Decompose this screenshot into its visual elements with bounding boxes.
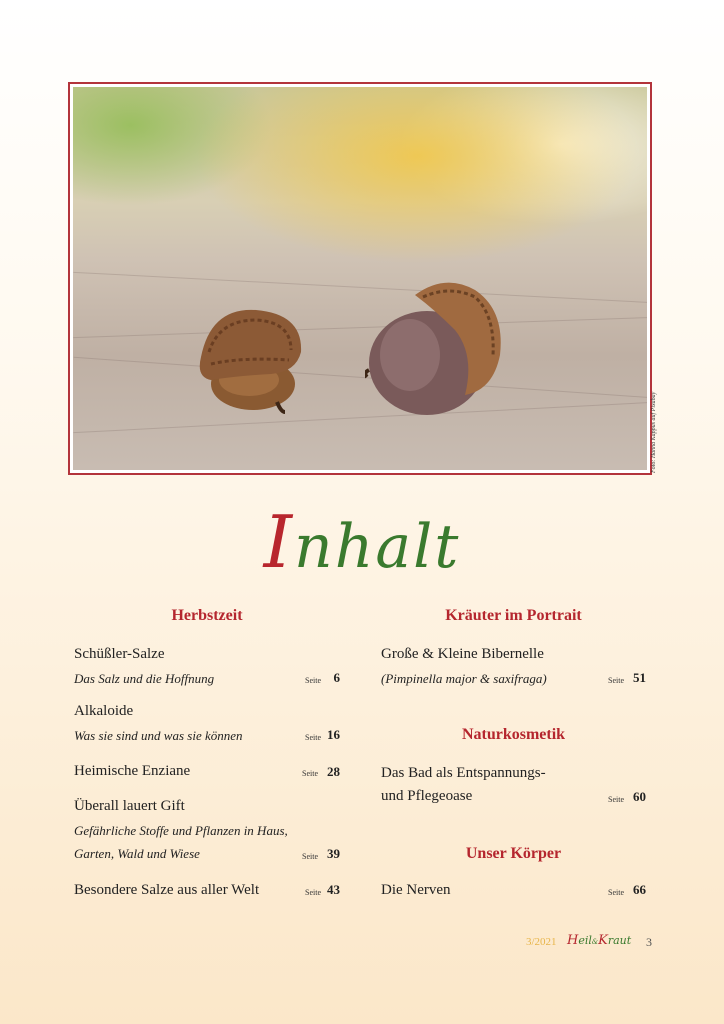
- section-heading-unser-koerper: Unser Körper: [465, 845, 562, 862]
- acorn-large-icon: [365, 275, 510, 420]
- acorn-small-icon: [191, 302, 311, 417]
- seite-label: Seite: [608, 676, 624, 685]
- section-heading-herbstzeit: Herbstzeit: [171, 607, 243, 624]
- seite-label: Seite: [305, 733, 321, 742]
- seite-label: Seite: [305, 888, 321, 897]
- toc-entry-title[interactable]: Große & Kleine Bibernelle: [381, 646, 544, 662]
- seite-label: Seite: [302, 769, 318, 778]
- section-heading-naturkosmetik: Naturkosmetik: [461, 726, 566, 743]
- seite-label: Seite: [608, 795, 624, 804]
- toc-entry-title-cont[interactable]: und Pflegeoase: [381, 788, 473, 804]
- page-number: 39: [327, 846, 340, 861]
- issue-number: 3/2021: [526, 936, 557, 948]
- page-title: [0, 500, 724, 584]
- toc-entry-title[interactable]: Alkaloide: [74, 703, 134, 719]
- seite-label: Seite: [608, 888, 624, 897]
- logo-letter-h: H: [567, 933, 579, 948]
- toc-entry-subtitle: Garten, Wald und Wiese: [74, 846, 200, 861]
- magazine-logo: [567, 933, 631, 948]
- photo-credit: Foto: Hanna Kappus auf Pixabay: [651, 391, 657, 473]
- page-number: 28: [327, 764, 340, 779]
- wood-grain: [73, 317, 647, 338]
- toc-entry-title[interactable]: Die Nerven: [381, 882, 451, 898]
- page-number: 6: [333, 670, 340, 685]
- toc-entry-subtitle: Das Salz und die Hoffnung: [74, 671, 215, 686]
- seite-label: Seite: [305, 676, 321, 685]
- logo-part: raut: [607, 934, 632, 947]
- page-number: 16: [327, 727, 340, 742]
- page-number: 43: [327, 882, 340, 897]
- wood-grain: [73, 402, 647, 433]
- toc-entry-subtitle: Gefährliche Stoffe und Pflanzen in Haus,: [74, 823, 288, 838]
- toc-entry-title[interactable]: Schüßler-Salze: [74, 646, 165, 662]
- title-initial: I: [263, 500, 295, 584]
- section-heading-kraeuter: Kräuter im Portrait: [445, 607, 582, 624]
- page-number: 66: [633, 882, 646, 897]
- logo-amp: &: [591, 938, 599, 946]
- wood-grain: [74, 357, 647, 398]
- logo-letter-k: K: [598, 933, 608, 948]
- logo-part: eil: [578, 934, 592, 947]
- toc-entry-title[interactable]: Besondere Salze aus aller Welt: [74, 882, 260, 898]
- page-number: 51: [633, 670, 646, 685]
- wood-grain: [73, 272, 647, 303]
- page-number-footer: 3: [646, 935, 652, 949]
- toc-entry-title[interactable]: Heimische Enziane: [74, 763, 191, 779]
- toc-entry-subtitle: Was sie sind und was sie können: [74, 728, 243, 743]
- toc-entry-title[interactable]: Das Bad als Entspannungs-: [381, 765, 546, 781]
- acorns-photo: [73, 87, 647, 470]
- cover-photo-frame: [68, 82, 652, 475]
- seite-label: Seite: [302, 852, 318, 861]
- title-rest: nhalt: [294, 512, 461, 582]
- toc-entry-title[interactable]: Überall lauert Gift: [74, 798, 185, 814]
- page-number: 60: [633, 789, 646, 804]
- toc-entry-subtitle: (Pimpinella major & saxifraga): [381, 671, 547, 686]
